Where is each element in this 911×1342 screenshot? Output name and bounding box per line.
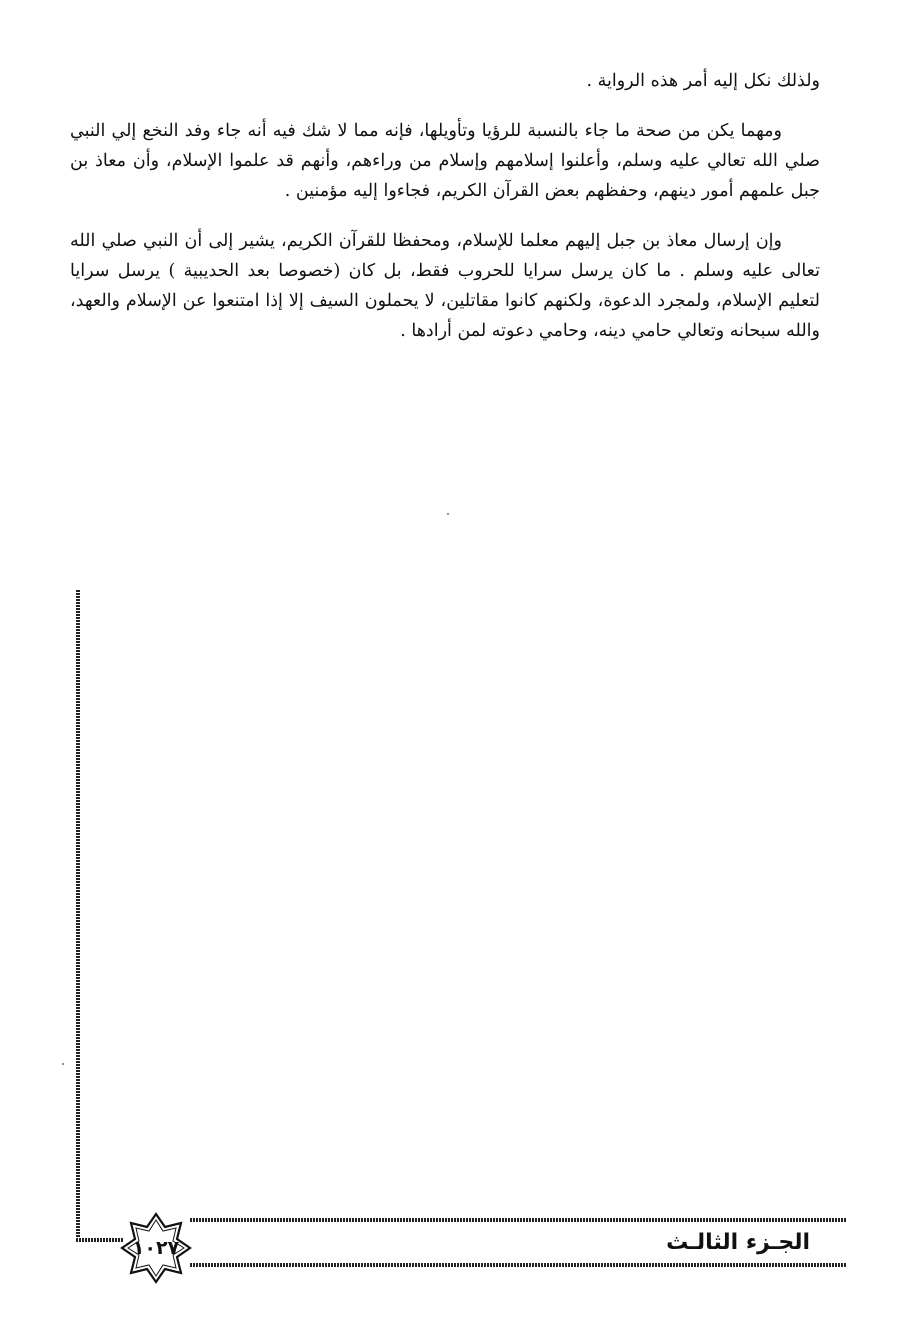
page-frame-bottom-border	[76, 1238, 124, 1242]
footer-rule-top	[190, 1218, 846, 1222]
scan-speck	[447, 513, 449, 515]
scan-speck	[62, 1063, 64, 1065]
page-body	[70, 66, 820, 366]
part-label: الجـزء الثالـث	[666, 1230, 810, 1255]
page-frame-left-border	[76, 590, 80, 1240]
page-number: ١٠٢٧	[132, 1237, 180, 1259]
paragraph-1: ولذلك نكل إليه أمر هذه الرواية .	[586, 71, 820, 91]
paragraph-3: وإن إرسال معاذ بن جبل إليهم معلما للإسلام، ومحفظا للقرآن الكريم، يشير إلى أن النبي صلي الله تعالى عليه وسلم . ما كان يرسل سرايا للحروب فقط، بل كان (خصوصا بعد الحديبية ) يرسل سرايا لتعليم الإسلام، ولمجرد الدعوة، ولكنهم كانوا مقاتلين، لا يحملون السيف إلا إذا امتنعوا عن الإسلام والعهد، والله سبحانه وتعالي حامي دينه، وحامي دعوته لمن أرادها .	[70, 231, 820, 341]
paragraph-2: ومهما يكن من صحة ما جاء بالنسبة للرؤيا وتأويلها، فإنه مما لا شك فيه أنه جاء وفد النخع إلي النبي صلي الله تعالي عليه وسلم، وأعلنوا إسلامهم وإسلام من وراءهم، وأنهم قد علموا الإسلام، وأن معاذ بن جبل علمهم أمور دينهم، وحفظهم بعض القرآن الكريم، فجاءوا إليه مؤمنين .	[70, 121, 820, 201]
footer-rule-bottom	[190, 1263, 846, 1267]
